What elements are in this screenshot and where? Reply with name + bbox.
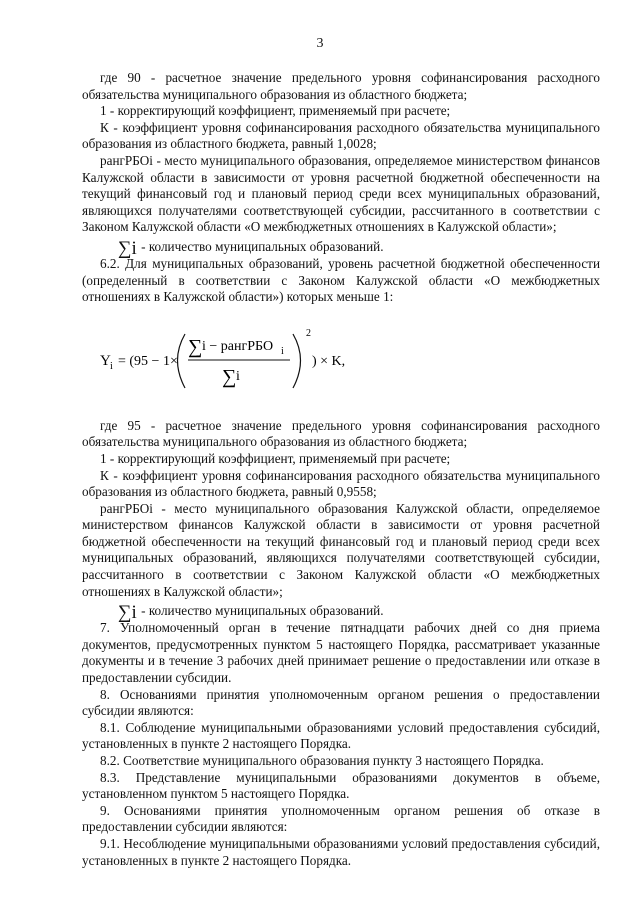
- paragraph-9: 9. Основаниями принятия уполномоченным органом решения об отказе в предоставлении субсидии являются:: [82, 802, 600, 835]
- definition-90: где 90 - расчетное значение предельного уровня софинансирования расходного обязательства муниципального образования из областного бюджета;: [82, 70, 600, 102]
- right-big-paren: [293, 334, 301, 388]
- denominator-sigma: ∑: [222, 365, 237, 388]
- numerator-text: i − рангРБО: [202, 338, 274, 354]
- page-number: 3: [316, 36, 324, 51]
- formula-exponent: 2: [306, 327, 311, 339]
- formula-lhs: Y: [100, 352, 111, 369]
- definition-95: где 95 - расчетное значение предельного уровня софинансирования расходного обязательства муниципального образования из областного бюджета;: [82, 417, 600, 450]
- formula-tail: ) × K,: [312, 353, 346, 369]
- document-body: [82, 70, 600, 869]
- paragraph-7: 7. Уполномоченный орган в течение пятнадцати рабочих дней со дня приема документов, предусмотренных пунктом 5 настоящего Порядка, рассматривает указанные документы и в течение 3 рабочих дней принимает решение о предоставлении или отказе в предоставлении субсидии.: [82, 620, 600, 686]
- definition-count: [82, 237, 600, 259]
- paragraph-8: 8. Основаниями принятия уполномоченным органом решения о предоставлении субсидии являются:: [82, 686, 600, 719]
- formula-yi: [82, 318, 600, 404]
- paragraph-8-1: 8.1. Соблюдение муниципальными образованиями условий предоставления субсидий, установленных в пункте 2 настоящего Порядка.: [82, 719, 600, 752]
- paragraph-9-1: 9.1. Несоблюдение муниципальными образованиями условий предоставления субсидий, установленных в пункте 2 настоящего Порядка.: [82, 835, 600, 868]
- definition-correction-coef-2: 1 - корректирующий коэффициент, применяемый при расчете;: [100, 450, 451, 466]
- definition-count-2: [82, 602, 600, 624]
- formula-lhs-sub: i: [110, 360, 113, 372]
- formula-graphic: [82, 318, 382, 404]
- left-big-paren: [178, 334, 186, 388]
- denominator-text: i: [236, 368, 240, 384]
- definition-correction-coef: 1 - корректирующий коэффициент, применяемый при расчете;: [100, 103, 451, 119]
- paragraph-6-2: 6.2. Для муниципальных образований, уровень расчетной бюджетной обеспеченности (определенный в соответствии с Законом Калужской области «О межбюджетных отношениях в Калужской области») которых меньше 1:: [82, 255, 600, 305]
- definition-k-coef-2: К - коэффициент уровня софинансирования расходного обязательства муниципального образования из областного бюджета, равный 0,9558;: [82, 467, 600, 500]
- formula-eq: = (95 − 1×: [118, 353, 178, 369]
- paragraph-8-2: 8.2. Соответствие муниципального образования пункту 3 настоящего Порядка.: [100, 753, 544, 768]
- definition-rank-2: рангРБОi - место муниципального образования Калужской области, определяемое министерством финансов Калужской области в зависимости от уровня расчетной бюджетной обеспеченности на текущий финансовый год и плановый период среди всех муниципальных образований, являющихся получателями соответствующей субсидии, рассчитанного в соответствии с Законом Калужской области «О межбюджетных отношениях в Калужской области»;: [82, 500, 600, 599]
- numerator-sub: i: [281, 345, 284, 357]
- sum-symbol-2: ∑i: [118, 602, 137, 624]
- definition-k-coef: К - коэффициент уровня софинансирования расходного обязательства муниципального образования из областного бюджета, равный 1,0028;: [82, 119, 600, 152]
- paragraph-8-3: 8.3. Представление муниципальными образованиями документов в объеме, установленном пунктом 5 настоящего Порядка.: [82, 769, 600, 802]
- sum-symbol: ∑i: [118, 237, 137, 259]
- definition-rank: рангРБОi - место муниципального образования, определяемое министерством финансов Калужской области в зависимости от уровня расчетной бюджетной обеспеченности на текущий финансовый год и плановый период среди всех муниципальных образований, являющихся получателями соответствующей субсидии, рассчитанного в соответствии с Законом Калужской области «О межбюджетных отношениях в Калужской области»;: [82, 152, 600, 235]
- numerator-sigma: ∑: [188, 335, 203, 358]
- definition-count-text-2: - количество муниципальных образований.: [137, 603, 384, 619]
- definition-count-text: - количество муниципальных образований.: [137, 238, 384, 254]
